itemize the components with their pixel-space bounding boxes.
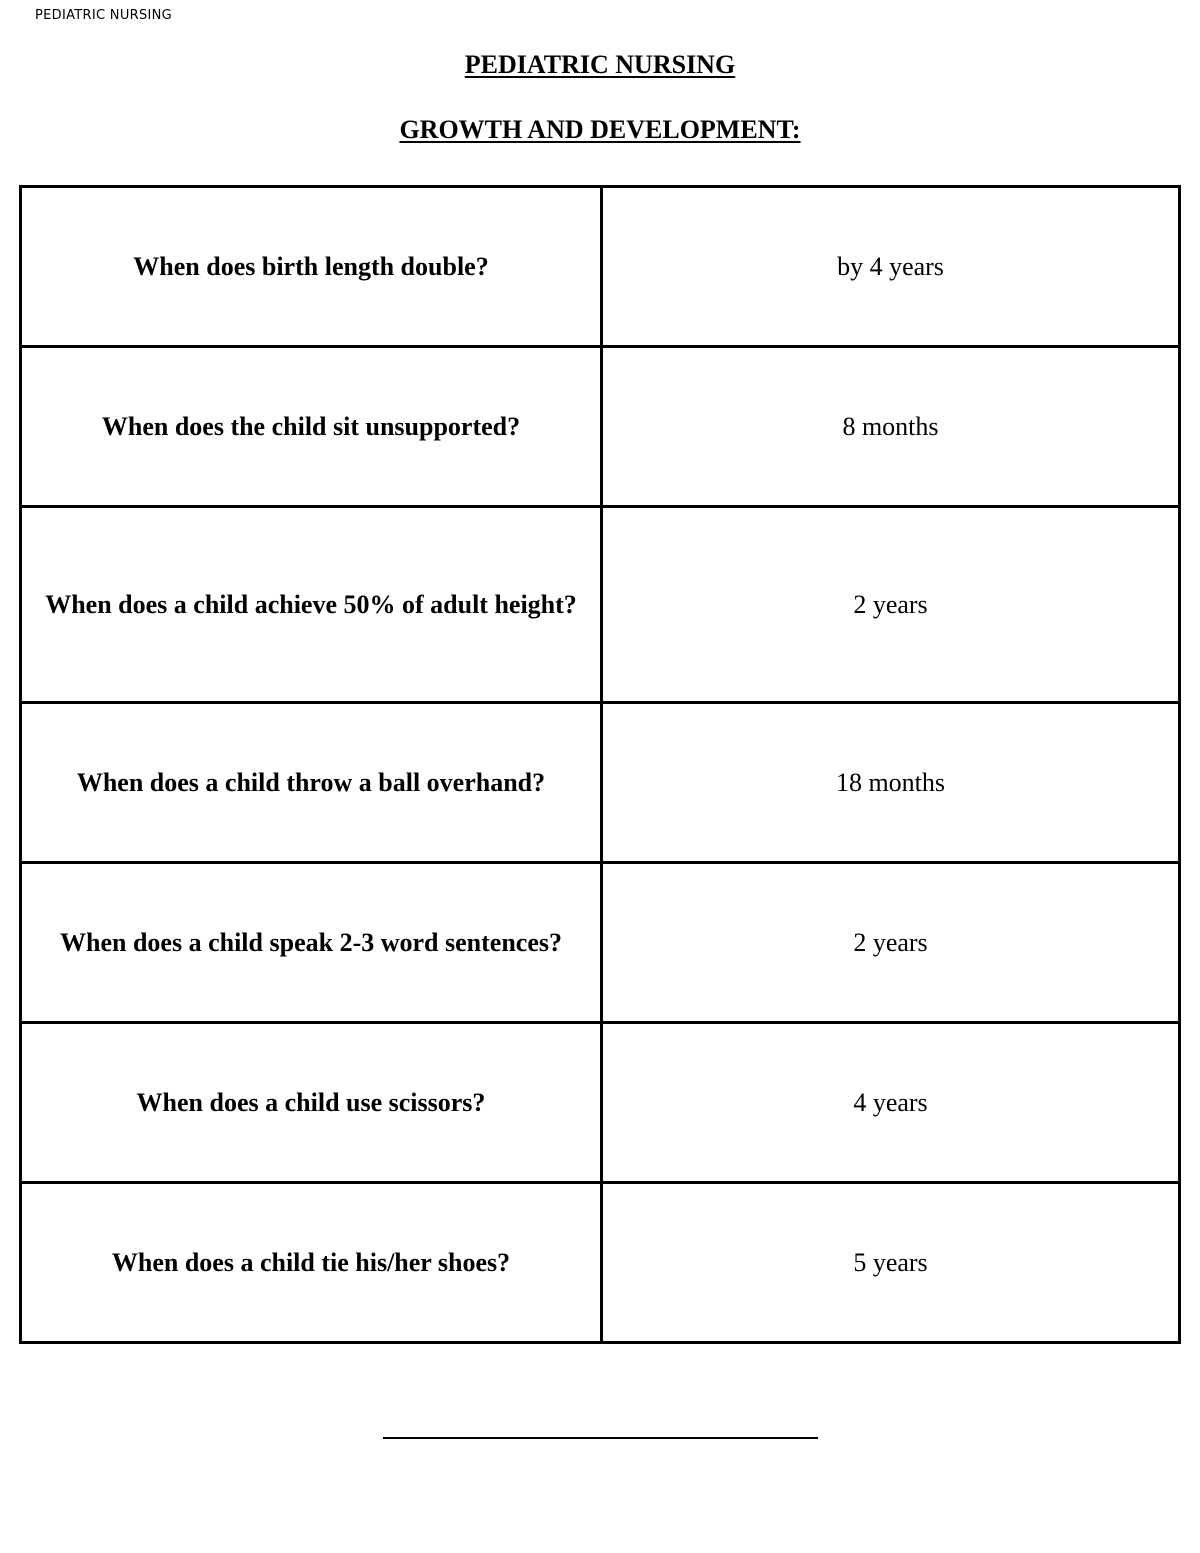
table-row — [21, 703, 1180, 863]
running-header: PEDIATRIC NURSING — [35, 8, 173, 23]
qa-table — [19, 185, 1181, 1344]
table-row — [21, 187, 1180, 347]
answer-cell: 2 years — [602, 863, 1180, 1023]
answer-cell: by 4 years — [602, 187, 1180, 347]
question-cell: When does a child use scissors? — [21, 1023, 602, 1183]
table-row — [21, 863, 1180, 1023]
question-cell: When does a child achieve 50% of adult height? — [21, 507, 602, 703]
question-cell: When does the child sit unsupported? — [21, 347, 602, 507]
table-row — [21, 507, 1180, 703]
table-row — [21, 1023, 1180, 1183]
answer-cell: 5 years — [602, 1183, 1180, 1343]
table-row — [21, 347, 1180, 507]
question-cell: When does birth length double? — [21, 187, 602, 347]
section-title: GROWTH AND DEVELOPMENT: — [399, 115, 801, 144]
answer-cell: 8 months — [602, 347, 1180, 507]
question-cell: When does a child throw a ball overhand? — [21, 703, 602, 863]
table-row — [21, 1183, 1180, 1343]
question-cell: When does a child speak 2-3 word sentences? — [21, 863, 602, 1023]
answer-cell: 4 years — [602, 1023, 1180, 1183]
footer-rule — [383, 1437, 818, 1439]
question-cell: When does a child tie his/her shoes? — [21, 1183, 602, 1343]
page-title: PEDIATRIC NURSING — [464, 50, 736, 79]
answer-cell: 18 months — [602, 703, 1180, 863]
answer-cell: 2 years — [602, 507, 1180, 703]
